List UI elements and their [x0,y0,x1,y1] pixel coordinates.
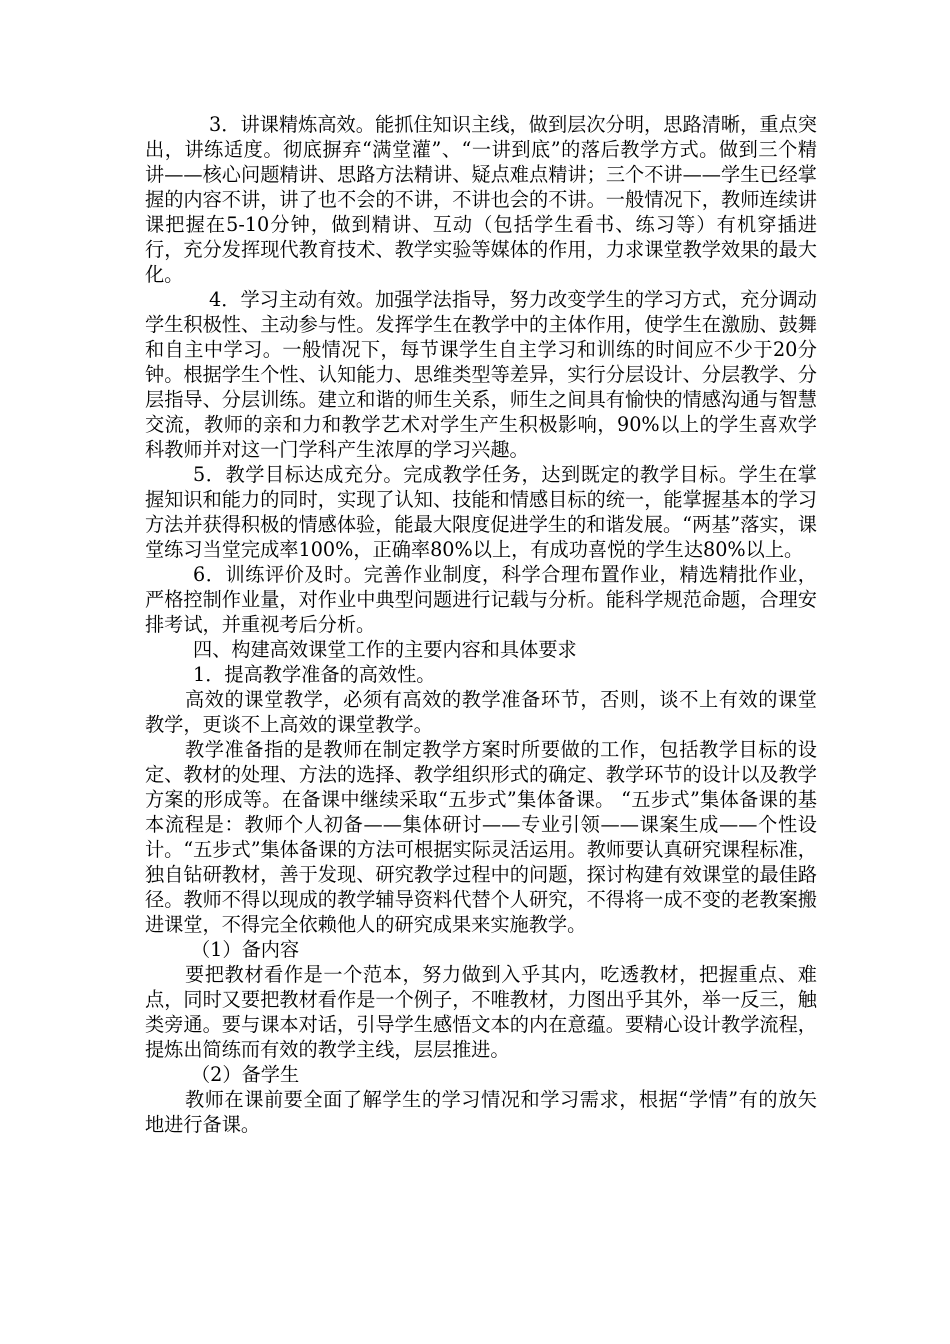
item-heading-students: （2）备学生 [191,1063,300,1086]
document-body [145,112,817,1137]
paragraph-content-preparation: 要把教材看作是一个范本，努力做到入乎其内，吃透教材，把握重点、难点，同时又要把教材看作是一个例子，不唯教材，力图出乎其外，举一反三，触类旁通。要与课本对话，引导学生感悟文本的内在意蕴。要精心设计教学流程，提炼出简练而有效的教学主线，层层推进。 [145,963,817,1061]
paragraph-training-evaluation: 6．训练评价及时。完善作业制度，科学合理布置作业，精选精批作业，严格控制作业量，对作业中典型问题进行记载与分析。能科学规范命题，合理安排考试，并重视考后分析。 [145,563,817,636]
paragraph-lecture-concise: 3．讲课精炼高效。能抓住知识主线，做到层次分明，思路清晰，重点突出，讲练适度。彻底摒弃“满堂灌”、“一讲到底”的落后教学方式。做到三个精讲——核心问题精讲、思路方法精讲、疑点难点精讲；三个不讲——学生已经掌握的内容不讲，讲了也不会的不讲，不讲也会的不讲。一般情况下，教师连续讲课把握在5-10分钟，做到精讲、互动（包括学生看书、练习等）有机穿插进行，充分发挥现代教育技术、教学实验等媒体的作用，力求课堂教学效果的最大化。 [145,113,817,286]
paragraph-efficient-preparation: 高效的课堂教学，必须有高效的教学准备环节，否则，谈不上有效的课堂教学，更谈不上高效的课堂教学。 [145,688,817,736]
paragraph-preparation-definition: 教学准备指的是教师在制定教学方案时所要做的工作，包括教学目标的设定、教材的处理、方法的选择、教学组织形式的确定、教学环节的设计以及教学方案的形成等。在备课中继续采取“五步式”集体备课。 “五步式”集体备课的基本流程是：教师个人初备——集体研讨——专业引领——课案生成——个性设计。“五步式”集体备课的方法可根据实际灵活运用。教师要认真研究课程标准，独自钻研教材，善于发现、研究教学过程中的问题，探讨构建有效课堂的最佳路径。教师不得以现成的教学辅导资料代替个人研究，不得将一成不变的老教案搬进课堂，不得完全依赖他人的研究成果来实施教学。 [145,738,817,936]
subsection-heading-1: 1．提高教学准备的高效性。 [193,663,436,686]
section-heading-4: 四、构建高效课堂工作的主要内容和具体要求 [193,638,577,661]
paragraph-active-learning: 4．学习主动有效。加强学法指导，努力改变学生的学习方式，充分调动学生积极性、主动参与性。发挥学生在教学中的主体作用，使学生在激励、鼓舞和自主中学习。一般情况下，每节课学生自主学习和训练的时间应不少于20分钟。根据学生个性、认知能力、思维类型等差异，实行分层设计、分层教学、分层指导、分层训练。建立和谐的师生关系，师生之间具有愉快的情感沟通与智慧交流，教师的亲和力和教学艺术对学生产生积极影响，90%以上的学生喜欢学科教师并对这一门学科产生浓厚的学习兴趣。 [145,288,817,461]
paragraph-student-preparation: 教师在课前要全面了解学生的学习情况和学习需求，根据“学情”有的放矢地进行备课。 [145,1088,817,1136]
paragraph-goals-achieved: 5．教学目标达成充分。完成教学任务，达到既定的教学目标。学生在掌握知识和能力的同时，实现了认知、技能和情感目标的统一，能掌握基本的学习方法并获得积极的情感体验，能最大限度促进学生的和谐发展。“两基”落实，课堂练习当堂完成率100%，正确率80%以上，有成功喜悦的学生达80%以上。 [145,463,817,561]
item-heading-content: （1）备内容 [191,938,300,961]
